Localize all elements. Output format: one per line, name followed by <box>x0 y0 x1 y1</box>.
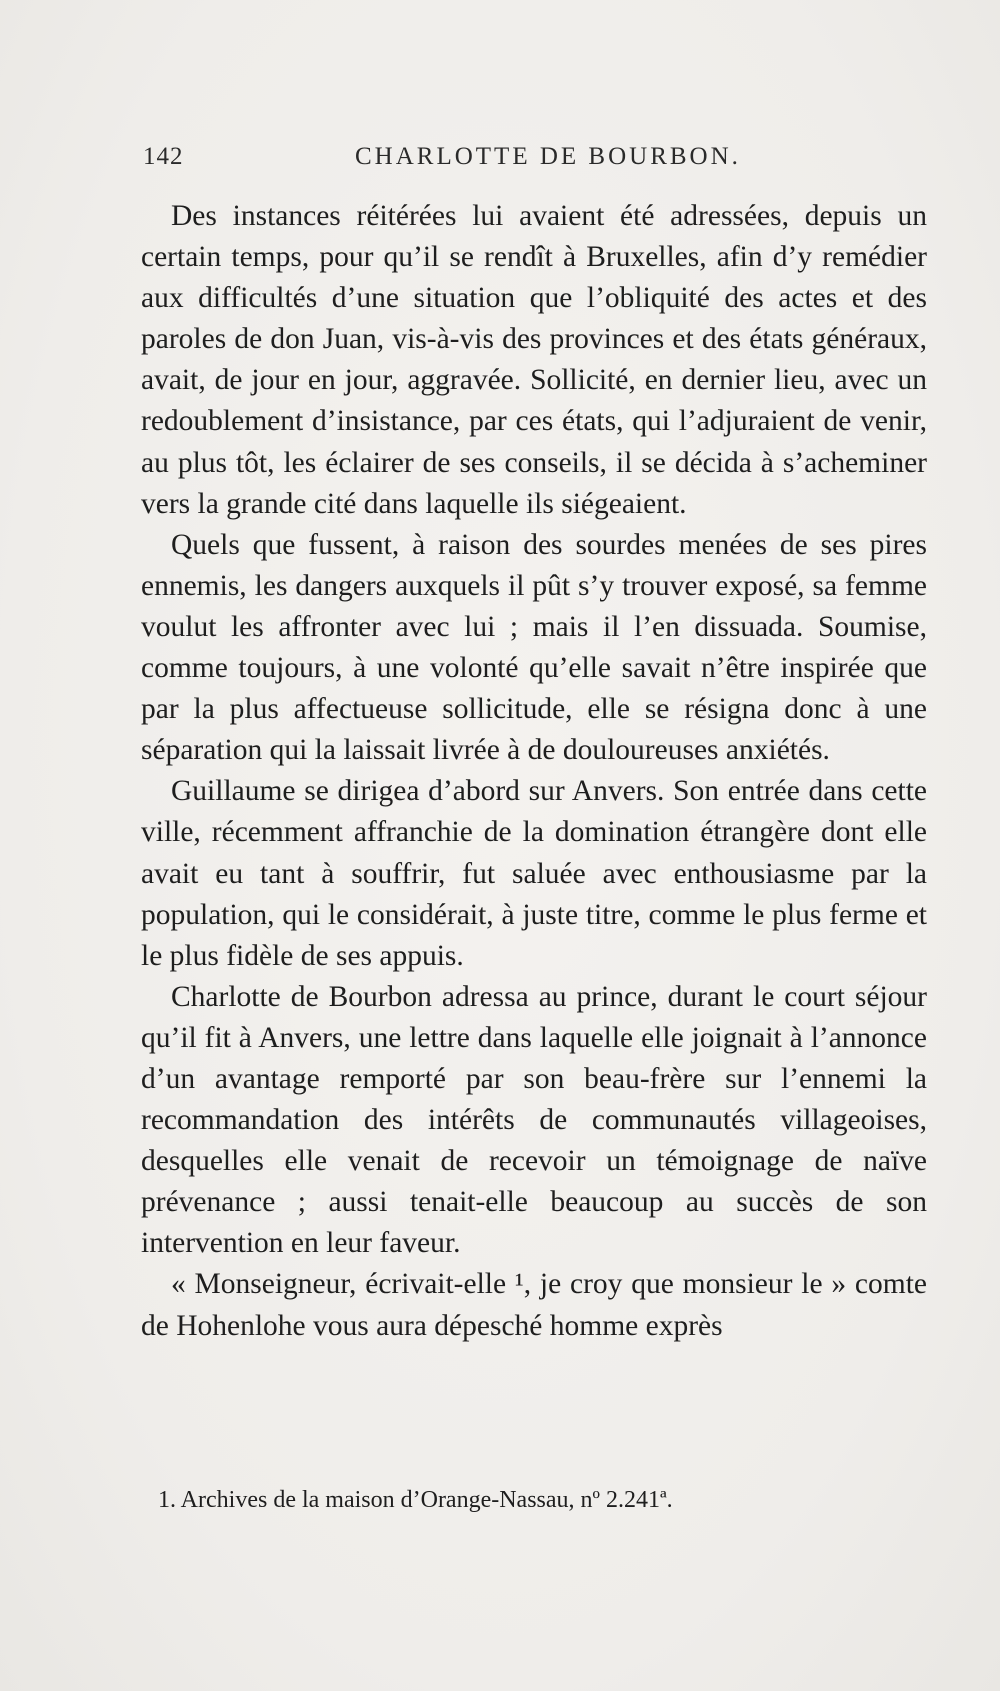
paragraph: Charlotte de Bourbon adressa au prince, durant le court séjour qu’il fit à Anvers, une lettre dans laquelle elle joignait à l’annonce d’un avantage remporté par son beau-frère sur l’ennemi la recommandation des intérêts de communautés villageoises, desquelles elle venait de recevoir un témoignage de naïve prévenance ; aussi tenait-elle beaucoup au succès de son intervention en leur faveur. <box>141 980 927 1260</box>
page-header <box>143 143 929 179</box>
paragraph: « Monseigneur, écrivait-elle ¹, je croy que monsieur le » comte de Hohenlohe vous aura dépesché homme exprès <box>141 1268 927 1342</box>
footnote: 1. Archives de la maison d’Orange-Nassau, nº 2.241ª. <box>158 1487 673 1513</box>
paragraph: Quels que fussent, à raison des sourdes menées de ses pires ennemis, les dangers auxquels il pût s’y trouver exposé, sa femme voulut les affronter avec lui ; mais il l’en dissuada. Soumise, comme toujours, à une volonté qu’elle savait n’être inspirée que par la plus affectueuse sollicitude, elle se résigna donc à une séparation qui la laissait livrée à de douloureuses anxiétés. <box>141 528 927 767</box>
paragraph: Guillaume se dirigea d’abord sur Anvers. Son entrée dans cette ville, récemment affranchie de la domination étrangère dont elle avait eu tant à souffrir, fut saluée avec enthousiasme par la population, qui le considérait, à juste titre, comme le plus ferme et le plus fidèle de ses appuis. <box>141 775 927 972</box>
paragraph: Des instances réitérées lui avaient été adressées, depuis un certain temps, pour qu’il se rendît à Bruxelles, afin d’y remédier aux difficultés d’une situation que l’obliquité des actes et des paroles de don Juan, vis-à-vis des provinces et des états généraux, avait, de jour en jour, aggravée. Sollicité, en dernier lieu, avec un redoublement d’insistance, par ces états, qui l’adjuraient de venir, au plus tôt, les éclairer de ses conseils, il se décida à s’acheminer vers la grande cité dans laquelle ils siégeaient. <box>141 200 927 520</box>
running-title: CHARLOTTE DE BOURBON. <box>355 143 741 170</box>
page-number: 142 <box>143 143 184 170</box>
body-text <box>141 196 927 1347</box>
